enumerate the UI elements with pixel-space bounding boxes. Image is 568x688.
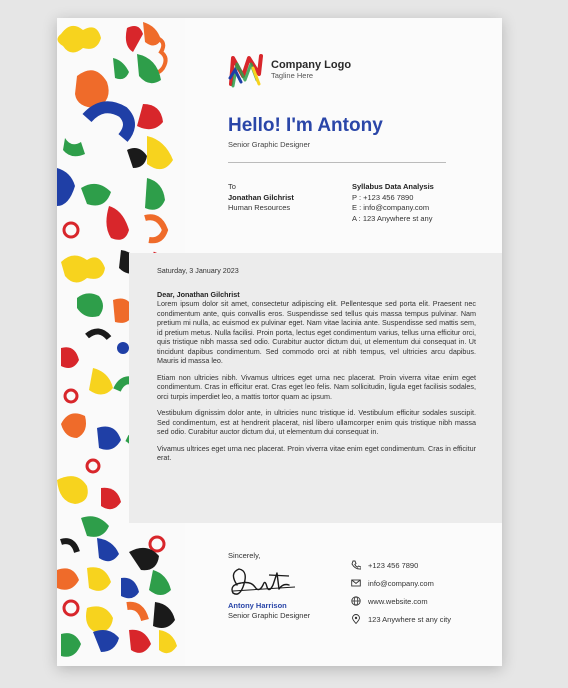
contact-phone	[351, 556, 451, 574]
divider	[228, 162, 446, 163]
contact-address	[351, 610, 451, 628]
contact-email-text: info@company.com	[368, 578, 434, 588]
contact-list	[351, 556, 451, 628]
logo-mark-icon	[227, 50, 265, 90]
letterhead-page	[57, 18, 502, 666]
contact-address-text: 123 Anywhere st any city	[368, 614, 451, 624]
sender-email: E : info@company.com	[352, 203, 430, 212]
contact-website	[351, 592, 451, 610]
page-title: Hello! I'm Antony	[228, 115, 383, 136]
recipient-block	[228, 182, 294, 214]
sender-address: A : 123 Anywhere st any	[352, 213, 433, 223]
recipient-name: Jonathan Gilchrist	[228, 192, 294, 202]
sender-block	[352, 182, 434, 224]
logo-name: Company Logo	[271, 59, 352, 71]
paragraph: Vestibulum dignissim dolor ante, in ultricies nunc tristique id. Vestibulum efficitur sodales suscipit. Sed condimentum, est at hendrerit placerat, nisl libero ullamcorper enim quis tristique nibh massa sed odio. Curabitur auctor dictum dui, ut elementum dui consequat in.	[157, 408, 476, 436]
sender-phone: P : +123 456 7890	[352, 192, 414, 202]
contact-phone-text: +123 456 7890	[368, 560, 419, 570]
signer-role: Senior Graphic Designer	[228, 611, 311, 620]
contact-email	[351, 574, 451, 592]
location-pin-icon	[351, 614, 361, 624]
closing-text: Sincerely,	[228, 551, 261, 560]
email-icon	[351, 578, 361, 588]
contact-website-text: www.website.com	[368, 596, 428, 606]
company-logo	[227, 50, 351, 90]
signature	[225, 563, 303, 601]
salutation: Dear, Jonathan Gilchrist	[157, 289, 240, 299]
logo-tagline: Tagline Here	[271, 71, 314, 80]
recipient-dept: Human Resources	[228, 203, 291, 212]
paragraph: Lorem ipsum dolor sit amet, consectetur adipiscing elit. Pellentesque sed porta elit. Praesent nec condimentum ante, quis convallis eros. Suspendisse sed tellus quis massa tempus pulvinar. Nam pretium mi nulla, ac euismod ex pulvinar eget. Nam vitae lacinia ante. Suspendisse sed mattis sem, id pretium metus. Nulla facilisi. Proin porta, lectus eget condimentum varius, tellus urna efficitur orci, quis tristique nibh massa sed odio. Curabitur auctor dictum dui, ut elementum dui consequat in. Ut tincidunt dapibus condimentum. Sed commodo orci at nibh tempus, vel ultricies arcu dapibus. Mauris id massa leo.	[157, 299, 476, 365]
phone-icon	[351, 560, 361, 570]
letter-date: Saturday, 3 January 2023	[157, 266, 239, 275]
signer-name: Antony Harrison	[228, 601, 287, 610]
paragraph: Vivamus ultrices eget urna nec placerat. Proin viverra vitae enim eget condimentum. Cras in efficitur erat.	[157, 443, 476, 462]
globe-icon	[351, 596, 361, 606]
subject-line: Syllabus Data Analysis	[352, 182, 434, 191]
header-role: Senior Graphic Designer	[228, 140, 311, 149]
letter-body-panel	[129, 253, 502, 523]
to-label: To	[228, 182, 236, 191]
paragraph: Etiam non ultricies nibh. Vivamus ultrices eget urna nec placerat. Proin viverra vitae enim eget condimentum. Cras in efficitur erat. Cras eget leo felis. Nam sollicitudin, ligula eget facilisis sodales, orci turpis imperdiet leo, a mattis tortor quam ac ipsum.	[157, 372, 476, 401]
